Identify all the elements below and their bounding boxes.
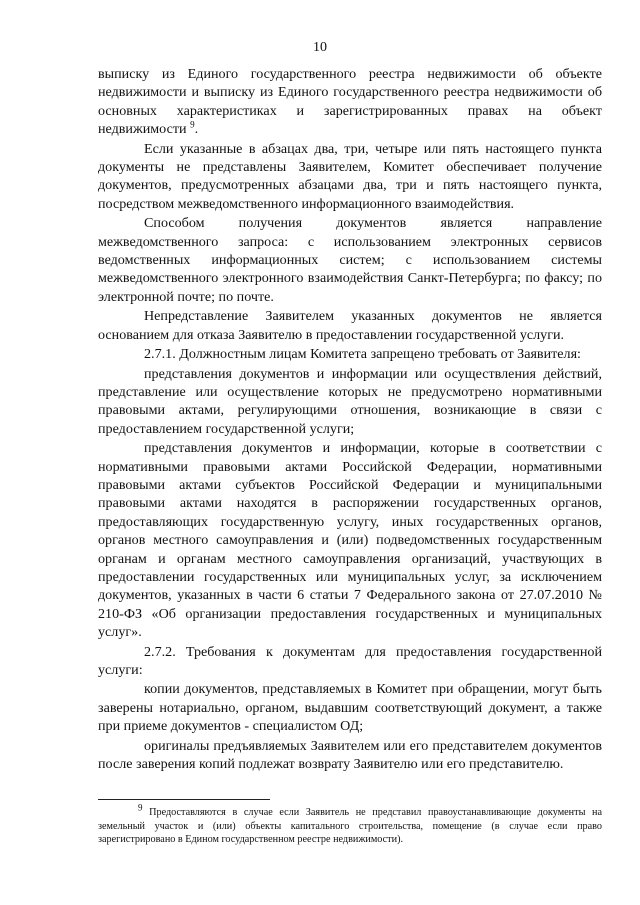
paragraph-8: 2.7.2. Требования к документам для предоставления государственной услуги: [98, 643, 602, 678]
paragraph-7: представления документов и информации, которые в соответствии с нормативными правовыми актами Российской Федерации, нормативными правовыми актами субъектов Российской Федерации и муниципальными правовыми актами находятся в распоряжении государственных органов, предоставляющих государственную услугу, иных государственных органов, органов местного самоуправления и (или) подведомственных государственным органам и органам местного самоуправления организаций, участвующих в предоставлении государственных или муниципальных услуг, за исключением документов, указанных в части 6 статьи 7 Федерального закона от 27.07.2010 № 210-ФЗ «Об организации предоставления государственных и муниципальных услуг». [98, 440, 602, 641]
footnote-text: Предоставляются в случае если Заявитель не представил правоустанавливающие документы на земельный участок и (или) объекты капитального строительства, помещение (в случае если право зарегистрировано в Едином государственном реестре недвижимости). [98, 807, 603, 846]
paragraph-4: Непредставление Заявителем указанных документов не является основанием для отказа Заявителю в предоставлении государственной услуги. [98, 308, 602, 343]
page-number: 10 [313, 40, 327, 55]
paragraph-5: 2.7.1. Должностным лицам Комитета запрещено требовать от Заявителя: [144, 346, 581, 363]
paragraph-2: Если указанные в абзацах два, три, четыре или пять настоящего пункта документы не представлены Заявителем, Комитет обеспечивает получение документов, предусмотренных абзацами два, три и пять настоящего пункта, посредством межведомственного информационного взаимодействия. [98, 140, 602, 212]
footnote-separator [98, 799, 270, 800]
paragraph-3: Способом получения документов является направление межведомственного запроса: с использованием электронных сервисов ведомственных информационных систем; с использованием системы межведомственного электронного взаимодействия Санкт-Петербурга; по факсу; по электронной почте; по почте. [98, 215, 602, 305]
paragraph-1: выписку из Единого государственного реестра недвижимости об объекте недвижимости и выписку из Единого государственного реестра недвижимости об основных характеристиках и зарегистрированных правах на объект недвижимости $^9$. [98, 66, 602, 138]
paragraph-1-text: выписку из Единого государственного реестра недвижимости об объекте недвижимости и выписку из Единого государственного реестра недвижимости об основных характеристиках и зарегистрированных правах на объект недвижимости [98, 66, 602, 138]
footnote-marker: 9 [138, 802, 143, 813]
document-body [98, 65, 602, 773]
footnote [98, 802, 603, 847]
paragraph-6: представления документов и информации или осуществления действий, представление или осуществление которых не предусмотрено нормативными правовыми актами, регулирующими отношения, возникающие в связи с предоставлением государственной услуги; [98, 365, 602, 437]
paragraph-10: оригиналы предъявляемых Заявителем или его представителем документов после заверения копий подлежат возврату Заявителю или его представителю. [98, 737, 602, 773]
paragraph-9: копии документов, представляемых в Комитет при обращении, могут быть заверены нотариально, органом, выдавшим соответствующий документ, а также при приеме документов - специалистом ОД; [98, 681, 602, 735]
footnote-ref: 9 [190, 119, 195, 130]
